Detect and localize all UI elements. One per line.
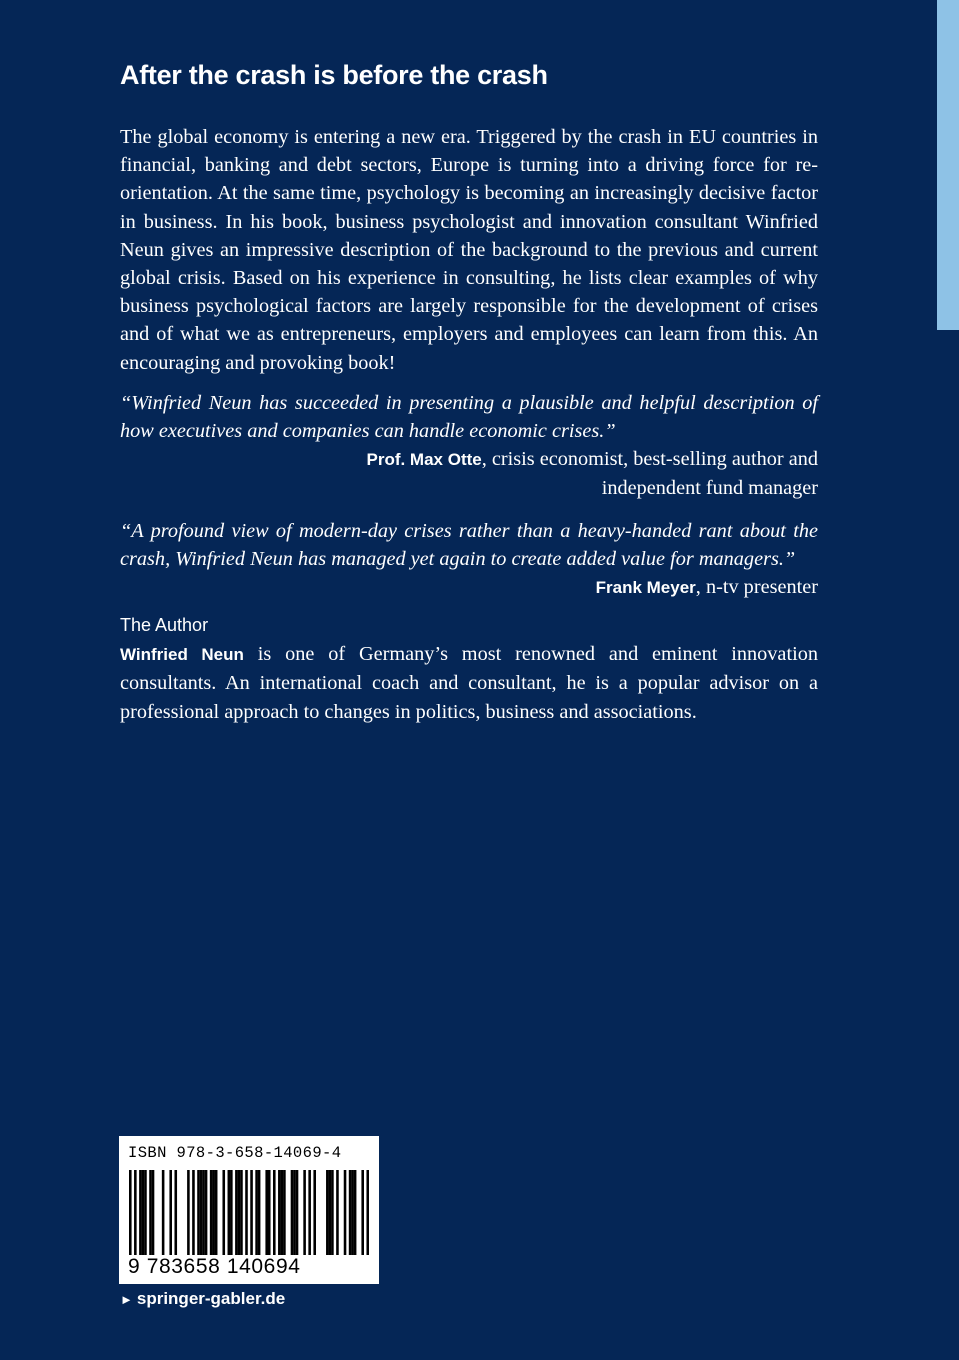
quote-otte: “Winfried Neun has succeeded in presenting a plausible and helpful description of how executives and companies can handle economic crises.”	[120, 391, 818, 443]
barcode-bar	[268, 1170, 271, 1262]
barcode-bar	[228, 1170, 231, 1262]
barcode-bar	[187, 1170, 190, 1262]
barcode-bar	[197, 1170, 200, 1262]
barcode-bar	[349, 1170, 352, 1262]
barcode-bar	[291, 1170, 294, 1262]
author-heading: The Author	[120, 615, 209, 636]
barcode-bar	[152, 1170, 155, 1262]
barcode-bar	[351, 1170, 354, 1262]
barcode-bar	[215, 1170, 218, 1262]
barcode-bar	[222, 1170, 225, 1262]
barcode-bar	[278, 1170, 281, 1262]
barcode-bar	[329, 1170, 332, 1262]
author-name: Winfried Neun	[120, 645, 244, 665]
barcode-bar	[149, 1170, 152, 1262]
barcode-bar	[144, 1170, 147, 1262]
barcode-bar	[258, 1170, 261, 1262]
barcode-bar	[326, 1170, 329, 1262]
quote-meyer-attribution	[120, 573, 818, 602]
barcode-bar	[344, 1170, 347, 1262]
barcode-bar	[240, 1170, 243, 1262]
back-cover-content	[120, 55, 818, 726]
barcode-bar	[354, 1170, 357, 1262]
quote-meyer-name: Frank Meyer	[595, 578, 696, 598]
publisher-url: springer-gabler.de	[136, 1289, 286, 1308]
barcode-bar	[169, 1170, 172, 1262]
barcode-bar	[336, 1170, 339, 1262]
barcode-bar	[139, 1170, 142, 1262]
barcode-bar	[238, 1170, 241, 1262]
isbn-barcode	[119, 1136, 379, 1284]
barcode-bar	[205, 1170, 208, 1262]
quote-otte-role-1: , crisis economist, best-selling author and	[481, 448, 818, 471]
barcode-bar	[192, 1170, 195, 1262]
barcode-bar	[308, 1170, 311, 1262]
barcode-bar	[202, 1170, 205, 1262]
barcode-bar	[303, 1170, 306, 1262]
barcode-bar	[174, 1170, 177, 1262]
book-description: The global economy is entering a new era. Triggered by the crash in EU countries in financial, banking and debt sectors, Europe is turning into a driving force for re-orientation. At the same time, psychology is becoming an increasingly decisive factor in business. In his book, business psychologist and innovation consultant Winfried Neun gives an impressive description of the background to the previous and current global crisis. Based on his experience in consulting, he lists clear examples of why business psychological factors are largely responsible for the development of crises and of what we as entrepreneurs, employers and employees can learn from this. An encouraging and provoking book!	[120, 126, 818, 374]
barcode-bar	[162, 1170, 165, 1262]
quote-otte-role-2: independent fund manager	[601, 477, 818, 500]
barcode-bar	[281, 1170, 284, 1262]
barcode-bar	[212, 1170, 215, 1262]
barcode-bar	[200, 1170, 203, 1262]
quote-otte-attribution	[120, 445, 818, 502]
barcode-bar	[235, 1170, 238, 1262]
book-blurb-heading: After the crash is before the crash	[120, 60, 548, 90]
quote-meyer-role: , n-tv presenter	[695, 576, 818, 599]
publisher-link[interactable]	[120, 1289, 285, 1309]
barcode-bar	[210, 1170, 213, 1262]
barcode-bar	[273, 1170, 276, 1262]
barcode-bar	[142, 1170, 145, 1262]
arrow-right-icon: ►	[120, 1292, 133, 1307]
barcode-bar	[230, 1170, 233, 1262]
barcode-bar	[313, 1170, 316, 1262]
barcode-bar	[283, 1170, 286, 1262]
quote-meyer: “A profound view of modern-day crises rather than a heavy-handed rant about the crash, Winfried Neun has managed yet again to create added value for managers.”	[120, 519, 818, 570]
barcode-bar	[265, 1170, 268, 1262]
barcode-bar	[296, 1170, 299, 1262]
barcode-digits: 9 783658 140694	[128, 1255, 373, 1279]
quote-otte-name: Prof. Max Otte	[366, 450, 482, 470]
author-bio-text: is one of Germany’s most renowned and eminent innovation consultants. An international coach and consultant, he is a popular advisor on a professional approach to changes in politics, business and associations.	[120, 643, 818, 723]
isbn-label: ISBN 978-3-658-14069-4	[128, 1144, 342, 1162]
barcode-bar	[331, 1170, 334, 1262]
barcode-bar	[293, 1170, 296, 1262]
barcode-bar	[255, 1170, 258, 1262]
author-bio	[120, 640, 818, 726]
side-accent-stripe	[937, 0, 959, 330]
